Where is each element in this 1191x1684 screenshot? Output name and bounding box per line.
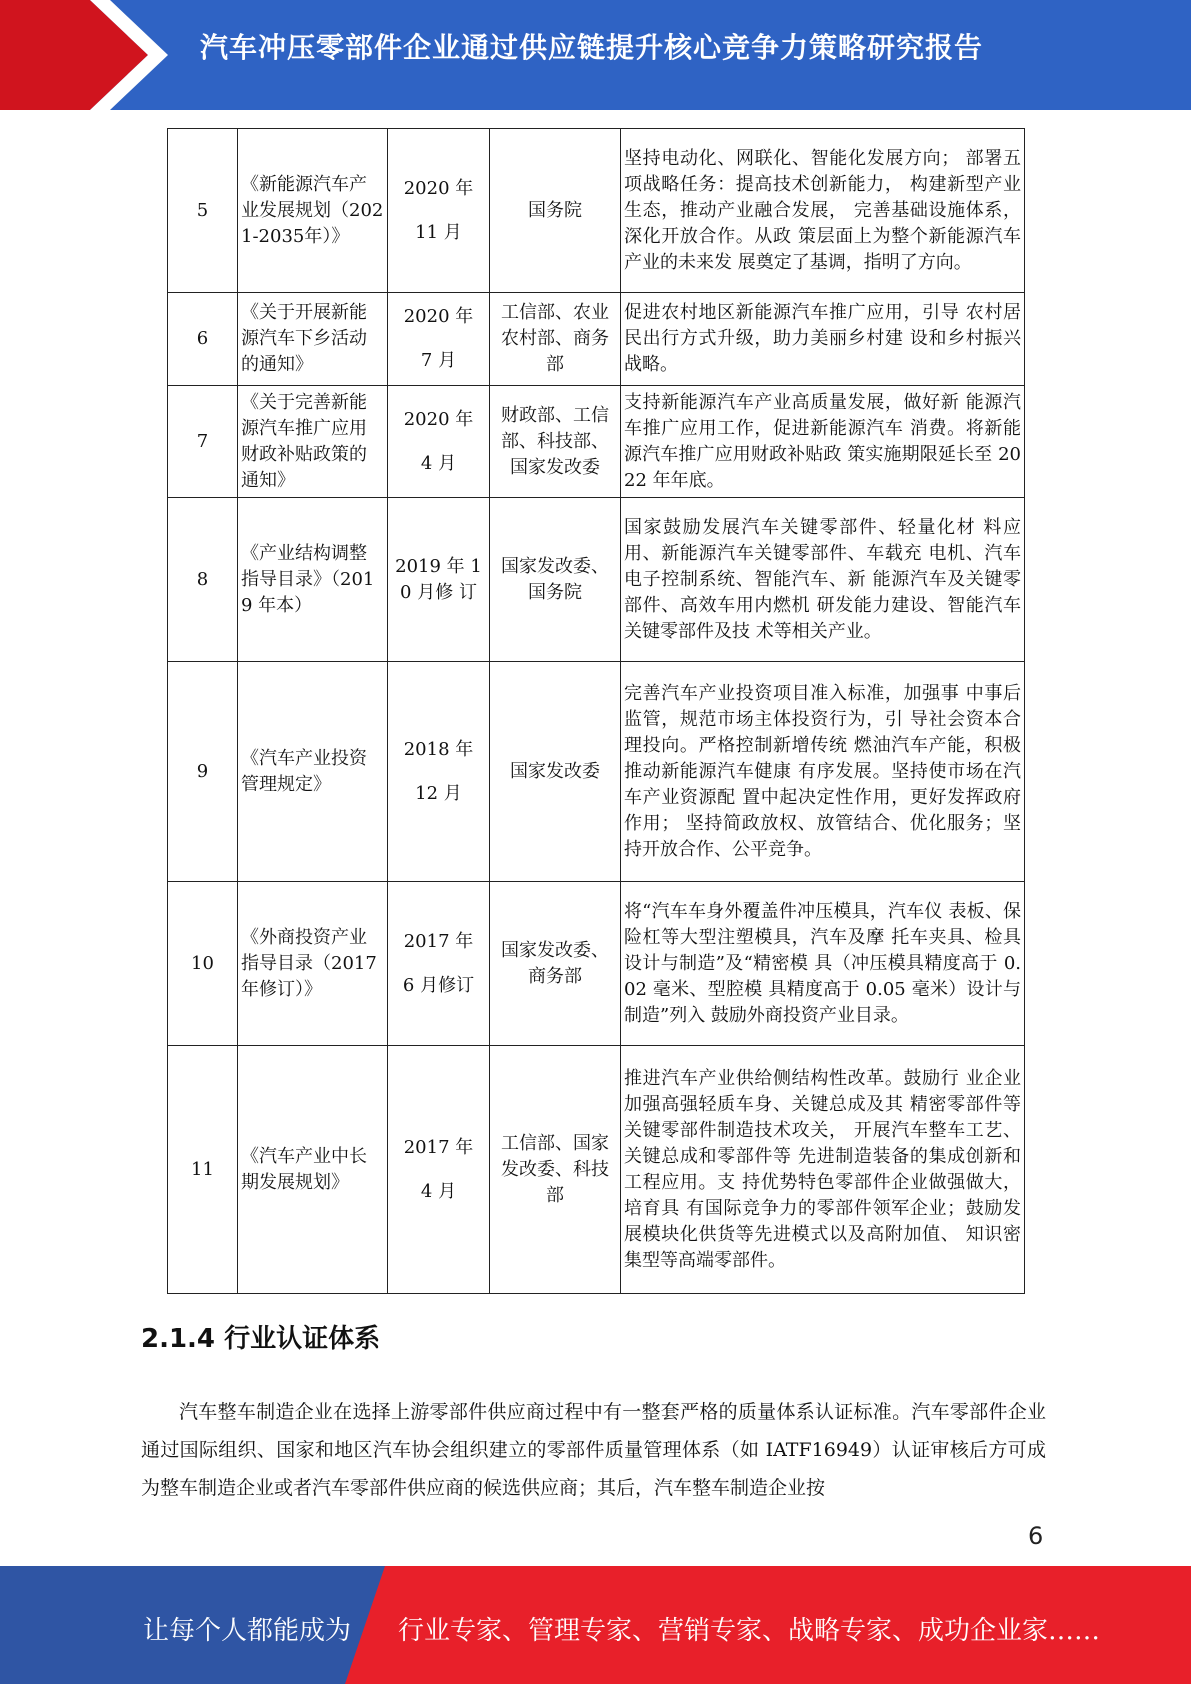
policy-name: 《汽车产业中长期发展规划》	[238, 1046, 388, 1294]
policy-table	[167, 128, 1025, 1294]
header-title: 汽车冲压零部件企业通过供应链提升核心竞争力策略研究报告	[200, 31, 984, 64]
table-row	[168, 498, 1025, 662]
issue-date: 2018 年 12 月	[388, 662, 490, 882]
policy-name: 《新能源汽车产业发展规划（2021-2035年）》	[238, 129, 388, 293]
policy-name: 《产业结构调整指导目录》（2019 年本）	[238, 498, 388, 662]
issuing-authority: 国家发改委	[490, 662, 621, 882]
policy-name: 《关于开展新能源汽车下乡活动的通知》	[238, 293, 388, 386]
row-number: 8	[168, 498, 238, 662]
row-number: 6	[168, 293, 238, 386]
table-row	[168, 386, 1025, 498]
issuing-authority: 工信部、国家发改委、科技部	[490, 1046, 621, 1294]
policy-name: 《汽车产业投资管理规定》	[238, 662, 388, 882]
row-number: 7	[168, 386, 238, 498]
issue-date: 2017 年 4 月	[388, 1046, 490, 1294]
policy-content: 坚持电动化、网联化、智能化发展方向； 部署五项战略任务：提高技术创新能力， 构建新型产业生态，推动产业融合发展， 完善基础设施体系，深化开放合作。从政 策层面上为整个新能源汽车产业的未来发 展奠定了基调，指明了方向。	[621, 129, 1025, 293]
row-number: 9	[168, 662, 238, 882]
issuing-authority: 工信部、农业农村部、商务部	[490, 293, 621, 386]
issue-date: 2019 年 10 月修 订	[388, 498, 490, 662]
issue-date: 2020 年 11 月	[388, 129, 490, 293]
body-paragraph: 汽车整车制造企业在选择上游零部件供应商过程中有一整套严格的质量体系认证标准。汽车零部件企业通过国际组织、国家和地区汽车协会组织建立的零部件质量管理体系（如 IATF16949）认证审核后方可成为整车制造企业或者汽车零部件供应商的候选供应商；其后，汽车整车制造企业按	[141, 1401, 1046, 1499]
issue-date: 2017 年 6 月修订	[388, 882, 490, 1046]
issuing-authority: 财政部、工信部、科技部、国家发改委	[490, 386, 621, 498]
page-number: 6	[1028, 1522, 1044, 1550]
policy-content: 促进农村地区新能源汽车推广应用，引导 农村居民出行方式升级，助力美丽乡村建 设和乡村振兴战略。	[621, 293, 1025, 386]
table-row	[168, 662, 1025, 882]
issuing-authority: 国家发改委、国务院	[490, 498, 621, 662]
issue-date: 2020 年 7 月	[388, 293, 490, 386]
table-row	[168, 882, 1025, 1046]
policy-content: 推进汽车产业供给侧结构性改革。鼓励行 业企业加强高强轻质车身、关键总成及其 精密零部件等关键零部件制造技术攻关， 开展汽车整车工艺、关键总成和零部件等 先进制造装备的集成创新和工程应用。支 持优势特色零部件企业做强做大，培育具 有国际竞争力的零部件领军企业；鼓励发 展模块化供货等先进模式以及高附加值、 知识密集型等高端零部件。	[621, 1046, 1025, 1294]
page-header	[0, 0, 1191, 110]
row-number: 5	[168, 129, 238, 293]
policy-content: 国家鼓励发展汽车关键零部件、轻量化材 料应用、新能源汽车关键零部件、车载充 电机、汽车电子控制系统、智能汽车、新 能源汽车及关键零部件、高效车用内燃机 研发能力建设、智能汽车关键零部件及技 术等相关产业。	[621, 498, 1025, 662]
row-number: 10	[168, 882, 238, 1046]
issue-date: 2020 年 4 月	[388, 386, 490, 498]
table-row	[168, 293, 1025, 386]
section-heading: 2.1.4 行业认证体系	[141, 1324, 381, 1354]
policy-content: 完善汽车产业投资项目准入标准，加强事 中事后监管，规范市场主体投资行为，引 导社会资本合理投向。严格控制新增传统 燃油汽车产能，积极推动新能源汽车健康 有序发展。坚持使市场在汽车产业资源配 置中起决定性作用，更好发挥政府作用； 坚持简政放权、放管结合、优化服务；坚 持开放合作、公平竞争。	[621, 662, 1025, 882]
policy-content: 支持新能源汽车产业高质量发展，做好新 能源汽车推广应用工作，促进新能源汽车 消费。将新能源汽车推广应用财政补贴政 策实施期限延长至 2022 年年底。	[621, 386, 1025, 498]
policy-name: 《外商投资产业指导目录（2017 年修订）》	[238, 882, 388, 1046]
row-number: 11	[168, 1046, 238, 1294]
policy-name: 《关于完善新能源汽车推广应用财政补贴政策的通知》	[238, 386, 388, 498]
footer-slogan-left: 让每个人都能成为	[143, 1616, 352, 1646]
issuing-authority: 国家发改委、商务部	[490, 882, 621, 1046]
footer-slogan-right: 行业专家、管理专家、营销专家、战略专家、成功企业家……	[398, 1616, 1101, 1646]
page-footer	[0, 1566, 1191, 1684]
table-row	[168, 1046, 1025, 1294]
issuing-authority: 国务院	[490, 129, 621, 293]
table-row	[168, 129, 1025, 293]
policy-content: 将“汽车车身外覆盖件冲压模具，汽车仪 表板、保险杠等大型注塑模具，汽车及摩 托车夹具、检具设计与制造”及“精密模 具（冲压模具精度高于 0.02 毫米、型腔模 具精度高于 0.05 毫米）设计与制造”列入 鼓励外商投资产业目录。	[621, 882, 1025, 1046]
